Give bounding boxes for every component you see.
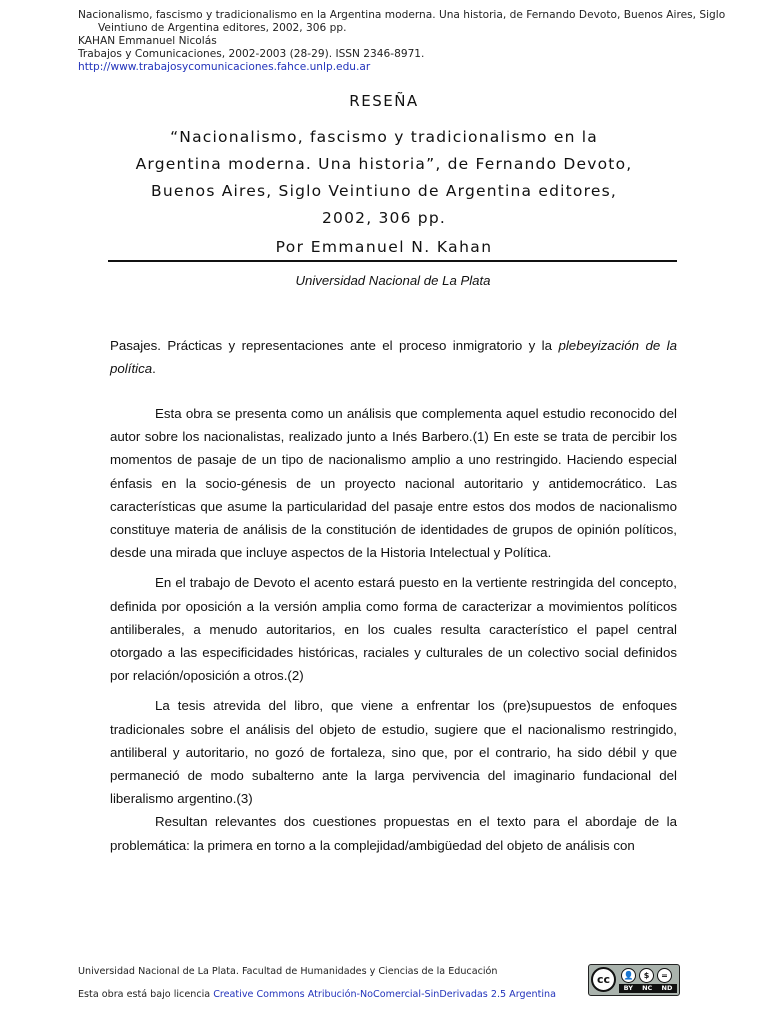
license-prefix: Esta obra está bajo licencia (78, 989, 214, 1000)
badge-nd: ND (661, 984, 673, 992)
badge-nc: NC (642, 984, 653, 992)
paragraph-1: Esta obra se presenta como un análisis que complementa aquel estudio reconocido del autor sobre los nacionalistas, realizado junto a Inés Barbero.(1) En este se trata de percibir los momentos de pasaje de un tipo de nacionalismo amplio a uno restringido. Haciendo especial énfasis en la socio-génesis de un proyecto nacional autoritario y antidemocrático. Las características que asume la particularidad del pasaje entre estos dos modos de nacionalismo constituye materia de análisis de la constitución de identidades de grupos de opinión políticos, desde una mirada que incluye aspectos de la Historia Intelectual y Política. (110, 406, 677, 561)
subtitle-italic: plebeyización de la política (110, 338, 677, 377)
author-affiliation: Universidad Nacional de La Plata (295, 273, 491, 288)
noncommercial-icon: $ (639, 968, 654, 983)
citation-journal: Trabajos y Comunicaciones, 2002-2003 (28-29). ISSN 2346-8971. (78, 48, 425, 60)
citation-author: KAHAN Emmanuel Nicolás (78, 35, 217, 47)
badge-by: BY (623, 984, 633, 992)
footer-license (78, 989, 556, 1000)
review-title-line-2: Argentina moderna. Una historia”, de Fernando Devoto, (135, 155, 633, 173)
subtitle-end: . (152, 361, 156, 377)
subtitle-plain: Pasajes. Prácticas y representaciones ante el proceso inmigratorio y la (110, 338, 559, 353)
section-label: RESEÑA (349, 92, 419, 110)
title-divider (108, 260, 677, 262)
paragraph-4: Resultan relevantes dos cuestiones propuestas en el texto para el abordaje de la problemática: la primera en torno a la complejidad/ambigüedad del objeto de análisis con (110, 814, 677, 853)
paragraph-3: La tesis atrevida del libro, que viene a enfrentar los (pre)supuestos de enfoques tradicionales sobre el análisis del objeto de estudio, sugiere que el nacionalismo restringido, antiliberal y autoritario, no gozó de fortaleza, sino que, por el contrario, ha sido débil y que permaneció de modo subalterno ante la larga pervivencia del imaginario fundacional del liberalismo argentino.(3) (110, 698, 677, 807)
citation-line-2: Veintiuno de Argentina editores, 2002, 306 pp. (98, 22, 347, 34)
creative-commons-badge[interactable] (588, 964, 680, 996)
footer-institution: Universidad Nacional de La Plata. Facultad de Humanidades y Ciencias de la Educación (78, 966, 498, 977)
review-subtitle (110, 334, 677, 380)
license-terms-bar (619, 984, 677, 993)
citation-url-link[interactable]: http://www.trabajosycomunicaciones.fahce.unlp.edu.ar (78, 61, 371, 73)
citation-header (78, 9, 726, 74)
review-title-line-1: “Nacionalismo, fascismo y tradicionalismo en la (170, 128, 598, 146)
license-link[interactable]: Creative Commons Atribución-NoComercial-SinDerivadas 2.5 Argentina (213, 989, 556, 1000)
review-author: Por Emmanuel N. Kahan (275, 238, 493, 256)
review-title-line-4: 2002, 306 pp. (321, 209, 447, 227)
review-body (110, 402, 677, 857)
citation-line-1: Nacionalismo, fascismo y tradicionalismo en la Argentina moderna. Una historia, de Fernando Devoto, Buenos Aires, Siglo (78, 9, 726, 21)
review-title-line-3: Buenos Aires, Siglo Veintiuno de Argentina editores, (151, 182, 617, 200)
noderivatives-icon: = (657, 968, 672, 983)
review-title (100, 124, 668, 232)
cc-icon: cc (591, 967, 616, 992)
attribution-icon: 👤 (621, 968, 636, 983)
paragraph-2: En el trabajo de Devoto el acento estará puesto en la vertiente restringida del concepto, definida por oposición a la versión amplia como forma de caracterizar a movimientos políticos antiliberales, a menudo autoritarios, en los cuales resulta característico el papel central otorgado a las especificidades históricas, raciales y culturales de un colectivo social definidos por relación/oposición a otros.(2) (110, 575, 677, 684)
